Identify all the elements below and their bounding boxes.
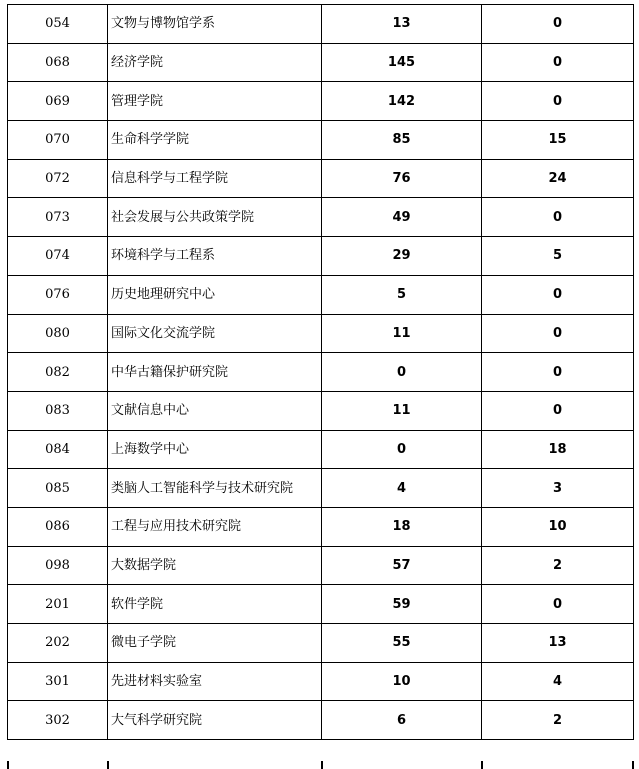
dept-name-cell: 管理学院	[108, 82, 322, 121]
quota-b-cell: 0	[482, 391, 634, 430]
table-row	[8, 546, 634, 585]
table-row	[8, 624, 634, 663]
gridline-stub	[107, 761, 109, 769]
quota-b-cell: 5	[482, 237, 634, 276]
quota-b-cell: 13	[482, 624, 634, 663]
dept-code-cell: 201	[8, 585, 108, 624]
dept-name-cell: 环境科学与工程系	[108, 237, 322, 276]
quota-b-cell: 0	[482, 275, 634, 314]
quota-b-cell: 2	[482, 546, 634, 585]
quota-a-cell: 10	[322, 662, 482, 701]
dept-code-cell: 085	[8, 469, 108, 508]
quota-b-cell: 3	[482, 469, 634, 508]
dept-name-cell: 工程与应用技术研究院	[108, 507, 322, 546]
table-row	[8, 237, 634, 276]
quota-a-cell: 145	[322, 43, 482, 82]
table-row	[8, 43, 634, 82]
dept-name-cell: 大数据学院	[108, 546, 322, 585]
dept-name-cell: 经济学院	[108, 43, 322, 82]
quota-b-cell: 15	[482, 121, 634, 160]
table-row	[8, 507, 634, 546]
table-row	[8, 662, 634, 701]
dept-name-cell: 上海数学中心	[108, 430, 322, 469]
dept-name-cell: 信息科学与工程学院	[108, 159, 322, 198]
quota-b-cell: 4	[482, 662, 634, 701]
quota-a-cell: 0	[322, 353, 482, 392]
gridline-stub	[321, 761, 323, 769]
dept-name-cell: 先进材料实验室	[108, 662, 322, 701]
quota-a-cell: 13	[322, 5, 482, 44]
quota-a-cell: 11	[322, 314, 482, 353]
table-row	[8, 391, 634, 430]
quota-a-cell: 18	[322, 507, 482, 546]
dept-name-cell: 类脑人工智能科学与技术研究院	[108, 469, 322, 508]
table-row	[8, 82, 634, 121]
quota-a-cell: 4	[322, 469, 482, 508]
table-row	[8, 353, 634, 392]
dept-code-cell: 054	[8, 5, 108, 44]
quota-b-cell: 0	[482, 43, 634, 82]
dept-code-cell: 302	[8, 701, 108, 740]
dept-name-cell: 国际文化交流学院	[108, 314, 322, 353]
dept-code-cell: 086	[8, 507, 108, 546]
dept-name-cell: 软件学院	[108, 585, 322, 624]
quota-b-cell: 0	[482, 82, 634, 121]
quota-b-cell: 0	[482, 5, 634, 44]
dept-name-cell: 文物与博物馆学系	[108, 5, 322, 44]
dept-code-cell: 068	[8, 43, 108, 82]
dept-code-cell: 070	[8, 121, 108, 160]
quota-a-cell: 57	[322, 546, 482, 585]
dept-code-cell: 098	[8, 546, 108, 585]
quota-a-cell: 59	[322, 585, 482, 624]
quota-b-cell: 18	[482, 430, 634, 469]
table-row	[8, 585, 634, 624]
table-row	[8, 198, 634, 237]
quota-a-cell: 5	[322, 275, 482, 314]
quota-b-cell: 0	[482, 314, 634, 353]
table-body	[8, 5, 634, 740]
dept-name-cell: 微电子学院	[108, 624, 322, 663]
dept-code-cell: 080	[8, 314, 108, 353]
table-row	[8, 159, 634, 198]
dept-code-cell: 082	[8, 353, 108, 392]
dept-name-cell: 中华古籍保护研究院	[108, 353, 322, 392]
dept-code-cell: 069	[8, 82, 108, 121]
table-row	[8, 314, 634, 353]
quota-a-cell: 76	[322, 159, 482, 198]
table-row	[8, 469, 634, 508]
dept-code-cell: 072	[8, 159, 108, 198]
quota-b-cell: 24	[482, 159, 634, 198]
dept-name-cell: 历史地理研究中心	[108, 275, 322, 314]
table-row	[8, 275, 634, 314]
quota-b-cell: 10	[482, 507, 634, 546]
quota-a-cell: 0	[322, 430, 482, 469]
dept-name-cell: 文献信息中心	[108, 391, 322, 430]
dept-code-cell: 301	[8, 662, 108, 701]
dept-code-cell: 076	[8, 275, 108, 314]
quota-b-cell: 0	[482, 353, 634, 392]
dept-code-cell: 084	[8, 430, 108, 469]
quota-a-cell: 142	[322, 82, 482, 121]
quota-b-cell: 0	[482, 585, 634, 624]
quota-a-cell: 11	[322, 391, 482, 430]
gridline-stub	[632, 761, 634, 769]
gridline-stub	[7, 761, 9, 769]
dept-code-cell: 202	[8, 624, 108, 663]
table-row	[8, 5, 634, 44]
admissions-table	[7, 4, 634, 740]
quota-b-cell: 0	[482, 198, 634, 237]
quota-a-cell: 49	[322, 198, 482, 237]
quota-a-cell: 85	[322, 121, 482, 160]
dept-code-cell: 083	[8, 391, 108, 430]
quota-a-cell: 6	[322, 701, 482, 740]
quota-a-cell: 29	[322, 237, 482, 276]
dept-code-cell: 073	[8, 198, 108, 237]
dept-code-cell: 074	[8, 237, 108, 276]
table-row	[8, 121, 634, 160]
dept-name-cell: 社会发展与公共政策学院	[108, 198, 322, 237]
table-row	[8, 430, 634, 469]
dept-name-cell: 生命科学学院	[108, 121, 322, 160]
table-row	[8, 701, 634, 740]
dept-name-cell: 大气科学研究院	[108, 701, 322, 740]
quota-b-cell: 2	[482, 701, 634, 740]
gridline-stub	[481, 761, 483, 769]
quota-a-cell: 55	[322, 624, 482, 663]
